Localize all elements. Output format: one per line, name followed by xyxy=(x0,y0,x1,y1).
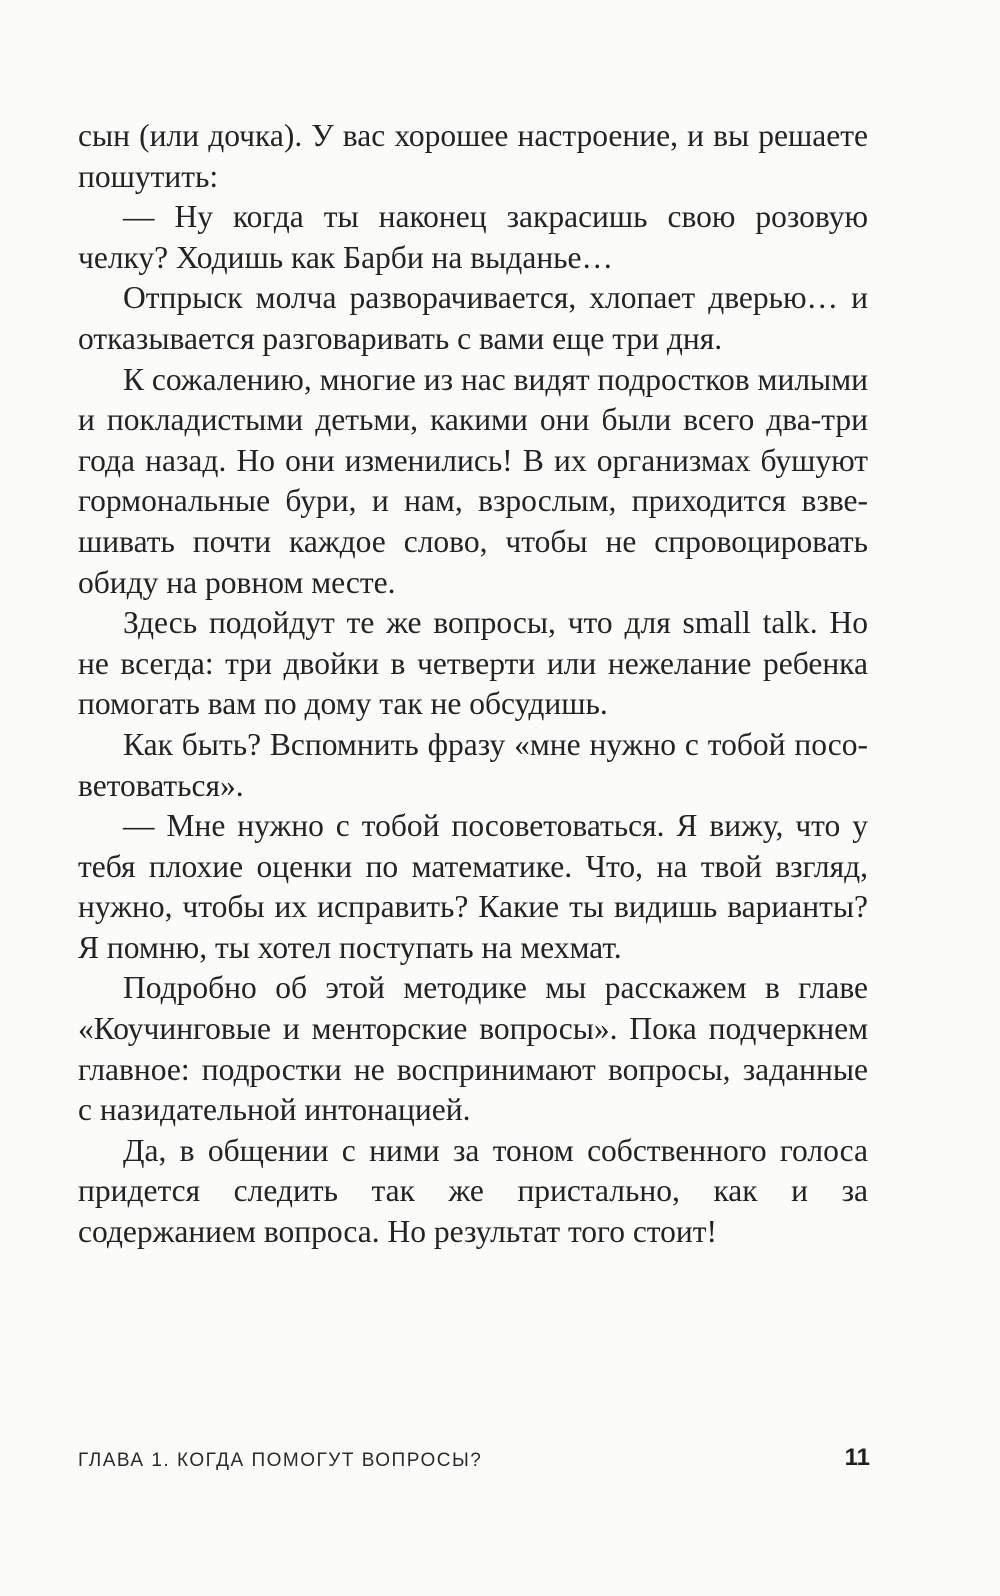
running-footer-chapter: ГЛАВА 1. КОГДА ПОМОГУТ ВОПРОСЫ? xyxy=(78,1450,483,1471)
paragraph: Да, в общении с ними за тоном собственного голоса придется следить так же пристально, как и за содержанием вопроса. Но результат того стоит! xyxy=(78,1132,868,1250)
paragraph: К сожалению, многие из нас видят подростков милыми и покладистыми детьми, какими они были всего два-три года назад. Но они изменились! В их организмах бушуют гормональные бури, и нам, взрослым, приходится взвешивать почти каждое слово, чтобы не спровоцировать обиду на ровном месте. xyxy=(78,361,868,600)
paragraph-dialogue: — Ну когда ты наконец закрасишь свою розовую челку? Ходишь как Барби на выданье… xyxy=(78,199,868,275)
paragraph: Здесь подойдут те же вопросы, что для small talk. Но не всегда: три двойки в четверти или нежелание ребенка помогать вам по дому так не обсудишь. xyxy=(78,605,868,722)
paragraph-continuation: сын (или дочка). У вас хорошее настроение, и вы решаете пошутить: xyxy=(78,118,868,194)
page-number: 11 xyxy=(844,1444,870,1471)
paragraph-dialogue: — Мне нужно с тобой посоветоваться. Я вижу, что у тебя плохие оценки по математике. Что, на твой взгляд, нужно, чтобы их исправить? Какие ты видишь варианты? Я помню, ты хотел поступать на мехмат. xyxy=(78,808,868,965)
body-text xyxy=(78,116,868,1253)
paragraph: Как быть? Вспомнить фразу «мне нужно с тобой посоветоваться». xyxy=(78,726,868,803)
paragraph: Подробно об этой методике мы расскажем в главе «Коучинговые и менторские вопросы». Пока подчеркнем главное: подростки не воспринимают вопросы, заданные с назидательной интонацией. xyxy=(78,970,868,1128)
paragraph: Отпрыск молча разворачивается, хлопает дверью… и отказывается разговаривать с вами еще три дня. xyxy=(78,280,868,356)
